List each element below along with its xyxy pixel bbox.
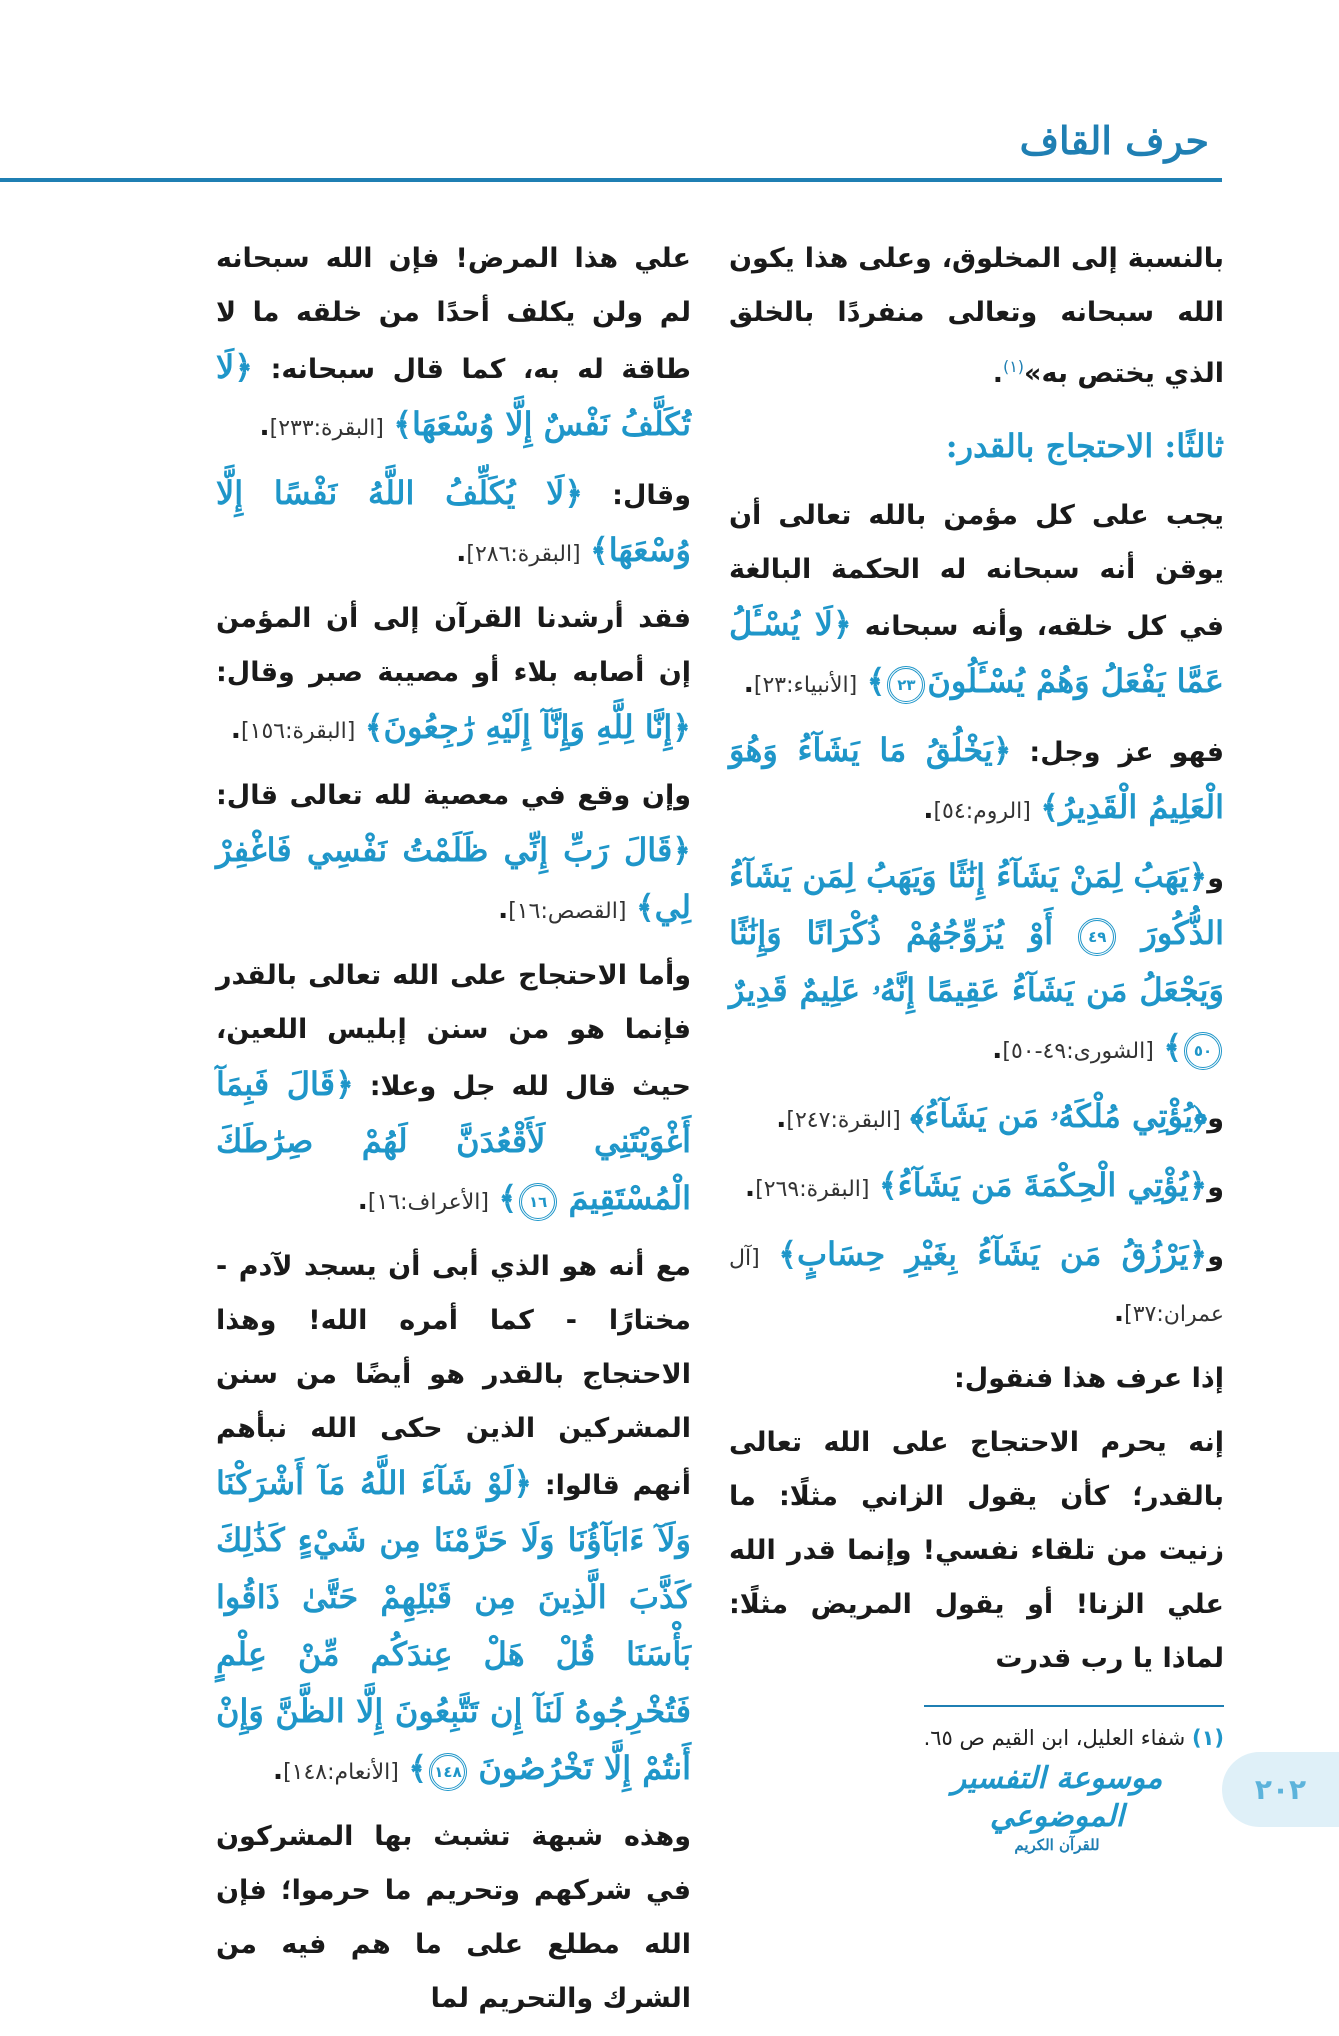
quran-verse: ﴿يَهَبُ لِمَنْ يَشَآءُ إِنَٰثًا وَيَهَبُ لِمَن يَشَآءُ الذُّكُورَ xyxy=(729,857,1225,952)
paragraph: و﴿يَهَبُ لِمَنْ يَشَآءُ إِنَٰثًا وَيَهَبُ لِمَن يَشَآءُ الذُّكُورَ ٤٩ أَوْ يُزَوِّجُهُمْ ذُكْرَانًا وَإِنَٰثًا وَيَجْعَلُ مَن يَشَآءُ عَقِيمًا إِنَّهُۥ عَلِيمٌ قَدِيرٌ ٥٠﴾ [الشورى:٤٩-٥٠]. xyxy=(729,849,1224,1079)
quran-verse: ﴿يَرْزُقُ مَن يَشَآءُ بِغَيْرِ حِسَابٍ﴾ xyxy=(778,1235,1208,1273)
paragraph: وقال: ﴿لَا يُكَلِّفُ اللَّهُ نَفْسًا إِلَّا وُسْعَهَا﴾ [البقرة:٢٨٦]. xyxy=(216,474,691,569)
paragraph-text: وقال: xyxy=(612,480,691,511)
paragraph: و﴿يَرْزُقُ مَن يَشَآءُ بِغَيْرِ حِسَابٍ﴾ [آل عمران:٣٧]. xyxy=(729,1235,1225,1328)
paragraph: وهذه شبهة تشبث بها المشركون في شركهم وتحريم ما حرموا؛ فإن الله مطلع على ما هم فيه من الشرك والتحريم لما xyxy=(216,1821,691,2014)
header-rule xyxy=(0,178,1222,182)
quran-verse: ﴿يَخْلُقُ مَا يَشَآءُ وَهُوَ الْعَلِيمُ الْقَدِيرُ﴾ xyxy=(729,731,1224,826)
verse-reference: [البقرة:١٥٦] xyxy=(241,719,356,744)
verse-reference: [البقرة:٢٨٦] xyxy=(466,542,581,567)
footnote-text: شفاء العليل، ابن القيم ص ٦٥. xyxy=(923,1726,1186,1750)
paragraph: و﴿يُؤْتِي مُلْكَهُۥ مَن يَشَآءُ﴾ [البقرة:٢٤٧]. xyxy=(776,1097,1224,1135)
quran-verse: ﴿يُؤْتِي الْحِكْمَةَ مَن يَشَآءُ﴾ xyxy=(878,1166,1208,1204)
ayah-number-marker: ٥٠ xyxy=(1184,1032,1222,1070)
right-column xyxy=(729,232,1224,1696)
quran-verse: ﴿إِنَّا لِلَّهِ وَإِنَّآ إِلَيْهِ رَٰجِعُونَ﴾ xyxy=(364,708,691,746)
footnote xyxy=(729,1726,1224,1750)
paragraph-text: وأما الاحتجاج على الله تعالى بالقدر فإنما هو من سنن إبليس اللعين، حيث قال لله جل وعلا: xyxy=(216,960,692,1102)
ayah-number-marker: ١٦ xyxy=(519,1183,557,1221)
paragraph: وأما الاحتجاج على الله تعالى بالقدر فإنما هو من سنن إبليس اللعين، حيث قال لله جل وعلا: ﴿قَالَ فَبِمَآ أَغْوَيْتَنِي لَأَقْعُدَنَّ لَهُمْ صِرَٰطَكَ الْمُسْتَقِيمَ ١٦﴾ [الأعراف:١٦]. xyxy=(216,949,691,1230)
ayah-number-marker: ٢٣ xyxy=(887,666,925,704)
paragraph-text: يجب على كل مؤمن بالله تعالى أن يوقن أنه سبحانه له الحكمة البالغة في كل خلقه، وأنه سبحانه xyxy=(729,500,1224,642)
quran-verse: ﴿قَالَ فَبِمَآ أَغْوَيْتَنِي لَأَقْعُدَنَّ لَهُمْ صِرَٰطَكَ الْمُسْتَقِيمَ xyxy=(216,1065,691,1217)
paragraph: إنه يحرم الاحتجاج على الله تعالى بالقدر؛ كأن يقول الزاني مثلًا: ما زنيت من تلقاء نفسي! وإنما قدر الله علي الزنا! أو يقول المريض مثلًا: لماذا يا رب قدرت xyxy=(729,1427,1224,1674)
verse-reference: [الأعراف:١٦] xyxy=(367,1190,489,1215)
paragraph-text: وإن وقع في معصية لله تعالى قال: xyxy=(216,780,691,811)
verse-reference: [الروم:٥٤] xyxy=(933,799,1031,824)
verse-reference: [الأنعام:١٤٨] xyxy=(283,1760,399,1785)
paragraph: فهو عز وجل: ﴿يَخْلُقُ مَا يَشَآءُ وَهُوَ الْعَلِيمُ الْقَدِيرُ﴾ [الروم:٥٤]. xyxy=(729,731,1225,826)
footnote-number: (١) xyxy=(1191,1726,1224,1750)
verse-reference: [الشورى:٤٩-٥٠] xyxy=(1002,1039,1154,1064)
logo-title: موسوعة التفسير الموضوعي xyxy=(951,1761,1163,1834)
quran-verse: ﴿لَوْ شَآءَ اللَّهُ مَآ أَشْرَكْنَا وَلَآ ءَابَآؤُنَا وَلَا حَرَّمْنَا مِن شَيْءٍ كَذَٰلِكَ كَذَّبَ الَّذِينَ مِن قَبْلِهِمْ حَتَّىٰ ذَاقُوا بَأْسَنَا قُلْ هَلْ عِندَكُم مِّنْ عِلْمٍ فَتُخْرِجُوهُ لَنَآ إِن تَتَّبِعُونَ إِلَّا الظَّنَّ وَإِنْ أَنتُمْ إِلَّا تَخْرُصُونَ xyxy=(216,1464,691,1787)
encyclopedia-logo xyxy=(932,1760,1182,1854)
section-heading: ثالثًا: الاحتجاج بالقدر: xyxy=(945,427,1224,465)
paragraph: وإن وقع في معصية لله تعالى قال: ﴿قَالَ رَبِّ إِنِّي ظَلَمْتُ نَفْسِي فَاغْفِرْ لِي﴾ [القصص:١٦]. xyxy=(216,780,691,926)
page-header-title: حرف القاف xyxy=(1019,118,1209,163)
quran-verse: ﴿يُؤْتِي مُلْكَهُۥ مَن يَشَآءُ﴾ xyxy=(910,1097,1208,1135)
left-column xyxy=(216,232,691,2036)
paragraph: بالنسبة إلى المخلوق، وعلى هذا يكون الله سبحانه وتعالى منفردًا بالخلق الذي يختص به»$^{(١)}$. xyxy=(729,243,1224,389)
verse-reference: [البقرة:٢٦٩] xyxy=(755,1177,870,1202)
footnote-divider xyxy=(924,1705,1224,1707)
paragraph-text: فقد أرشدنا القرآن إلى أن المؤمن إن أصابه بلاء أو مصيبة صبر وقال: xyxy=(216,603,691,688)
quran-verse: ﴿لَا تُكَلَّفُ نَفْسٌ إِلَّا وُسْعَهَا﴾ xyxy=(216,348,691,443)
paragraph-text: علي هذا المرض! فإن الله سبحانه لم ولن يكلف أحدًا من خلقه ما لا طاقة له به، كما قال سبحانه: xyxy=(216,243,691,385)
footnote-marker[interactable]: (١) xyxy=(1002,357,1025,376)
paragraph-text: بالنسبة إلى المخلوق، وعلى هذا يكون الله سبحانه وتعالى منفردًا بالخلق الذي يختص به» xyxy=(729,243,1224,389)
logo-subtitle: للقرآن الكريم xyxy=(1014,1836,1100,1854)
quran-verse: ﴿لَا يُسْـَٔلُ عَمَّا يَفْعَلُ وَهُمْ يُسْـَٔلُونَ xyxy=(729,605,1224,700)
paragraph: فقد أرشدنا القرآن إلى أن المؤمن إن أصابه بلاء أو مصيبة صبر وقال: ﴿إِنَّا لِلَّهِ وَإِنَّآ إِلَيْهِ رَٰجِعُونَ﴾ [البقرة:١٥٦]. xyxy=(216,603,691,746)
paragraph: علي هذا المرض! فإن الله سبحانه لم ولن يكلف أحدًا من خلقه ما لا طاقة له به، كما قال سبحانه: ﴿لَا تُكَلَّفُ نَفْسٌ إِلَّا وُسْعَهَا﴾ [البقرة:٢٣٣]. xyxy=(216,243,691,443)
page-number: ٢٠٢ xyxy=(1254,1773,1307,1806)
quran-verse: أَوْ يُزَوِّجُهُمْ ذُكْرَانًا وَإِنَٰثًا وَيَجْعَلُ مَن يَشَآءُ عَقِيمًا إِنَّهُۥ عَلِيمٌ قَدِيرٌ xyxy=(729,914,1225,1009)
verse-reference: [آل عمران:٣٧] xyxy=(729,1246,1224,1327)
paragraph: إذا عرف هذا فنقول: xyxy=(953,1363,1224,1394)
quran-verse: ﴿لَا يُكَلِّفُ اللَّهُ نَفْسًا إِلَّا وُسْعَهَا﴾ xyxy=(216,474,691,569)
verse-reference: [الأنبياء:٢٣] xyxy=(753,673,858,698)
verse-reference: [البقرة:٢٤٧] xyxy=(786,1108,901,1133)
page-number-tab xyxy=(1222,1752,1339,1827)
paragraph: يجب على كل مؤمن بالله تعالى أن يوقن أنه سبحانه له الحكمة البالغة في كل خلقه، وأنه سبحانه ﴿لَا يُسْـَٔلُ عَمَّا يَفْعَلُ وَهُمْ يُسْـَٔلُونَ٢٣﴾ [الأنبياء:٢٣]. xyxy=(729,489,1224,713)
paragraph: مع أنه هو الذي أبى أن يسجد لآدم - مختارًا - كما أمره الله! وهذا الاحتجاج بالقدر هو أيضًا من سنن المشركين الذين حكى الله نبأهم أنهم قالوا: ﴿لَوْ شَآءَ اللَّهُ مَآ أَشْرَكْنَا وَلَآ ءَابَآؤُنَا وَلَا حَرَّمْنَا مِن شَيْءٍ كَذَٰلِكَ كَذَّبَ الَّذِينَ مِن قَبْلِهِمْ حَتَّىٰ ذَاقُوا بَأْسَنَا قُلْ هَلْ عِندَكُم مِّنْ عِلْمٍ فَتُخْرِجُوهُ لَنَآ إِن تَتَّبِعُونَ إِلَّا الظَّنَّ وَإِنْ أَنتُمْ إِلَّا تَخْرُصُونَ ١٤٨﴾ [الأنعام:١٤٨]. xyxy=(216,1240,691,1800)
ayah-number-marker: ١٤٨ xyxy=(429,1753,467,1791)
paragraph-text: مع أنه هو الذي أبى أن يسجد لآدم - مختارًا - كما أمره الله! وهذا الاحتجاج بالقدر هو أيضًا من سنن المشركين الذين حكى الله نبأهم أنهم قالوا: xyxy=(216,1251,691,1501)
verse-reference: [القصص:١٦] xyxy=(508,899,627,924)
verse-reference: [البقرة:٢٣٣] xyxy=(269,416,384,441)
paragraph-text: فهو عز وجل: xyxy=(1029,737,1225,768)
quran-verse: ﴿قَالَ رَبِّ إِنِّي ظَلَمْتُ نَفْسِي فَاغْفِرْ لِي﴾ xyxy=(216,831,691,926)
paragraph: و﴿يُؤْتِي الْحِكْمَةَ مَن يَشَآءُ﴾ [البقرة:٢٦٩]. xyxy=(744,1166,1224,1204)
ayah-number-marker: ٤٩ xyxy=(1078,918,1116,956)
